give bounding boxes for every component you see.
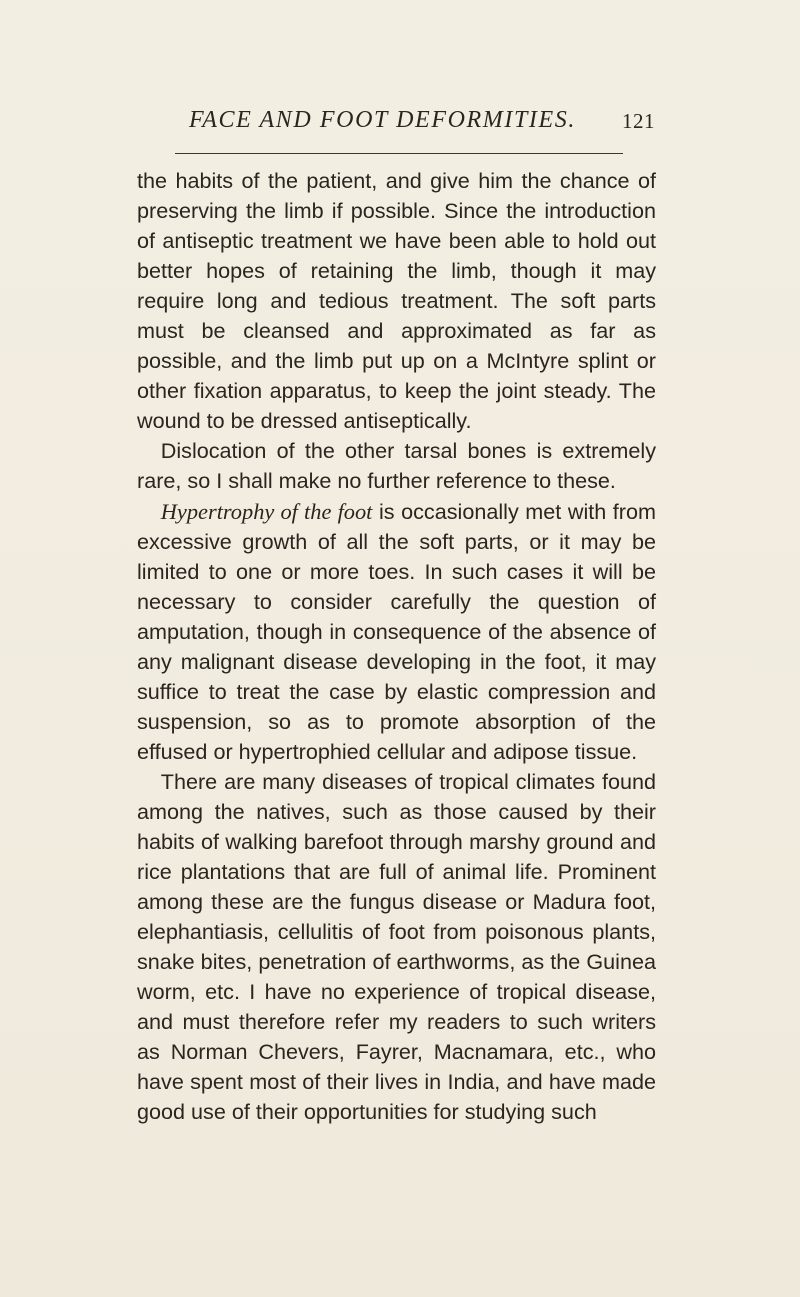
body-text bbox=[137, 166, 656, 1128]
page-number: 121 bbox=[622, 109, 655, 133]
paragraph-continuation: the habits of the patient, and give him the chance of preserving the limb if possible. Since the introduction of antiseptic treatment we have been able to hold out better hopes of retaining the limb, though it may require long and tedious treatment. The soft parts must be cleansed and approximated as far as possible, and the limb put up on a McIntyre splint or other fixation apparatus, to keep the joint steady. The wound to be dressed antiseptically. bbox=[137, 168, 656, 434]
italic-heading-hypertrophy: Hypertrophy of the foot bbox=[160, 498, 373, 524]
paragraph-tropical-diseases: There are many diseases of tropical climates found among the natives, such as those caused by their habits of walking barefoot through marshy ground and rice plantations that are full of animal life. Prominent among these are the fungus disease or Madura foot, elephantiasis, cellulitis of foot from poisonous plants, snake bites, penetration of earthworms, as the Guinea worm, etc. I have no experience of tropical disease, and must therefore refer my readers to such writers as Norman Chevers, Fayrer, Macnamara, etc., who have spent most of their lives in India, and have made good use of their opportunities for studying such bbox=[137, 768, 656, 1125]
paragraph-dislocation: Dislocation of the other tarsal bones is extremely rare, so I shall make no further reference to these. bbox=[137, 438, 656, 494]
running-head bbox=[110, 107, 655, 137]
header-rule bbox=[175, 153, 623, 154]
paragraph-hypertrophy-text: is occasionally met with from excessive growth of all the soft parts, or it may be limited to one or more toes. In such cases it will be necessary to consider carefully the question of amputation, though in consequence of the absence of any malignant disease developing in the foot, it may suffice to treat the case by elastic compression and suspension, so as to promote absorption of the effused or hypertrophied cellular and adipose tissue. bbox=[137, 498, 656, 764]
paragraph-hypertrophy bbox=[137, 497, 656, 767]
running-title: FACE AND FOOT DEFORMITIES. bbox=[189, 107, 576, 133]
